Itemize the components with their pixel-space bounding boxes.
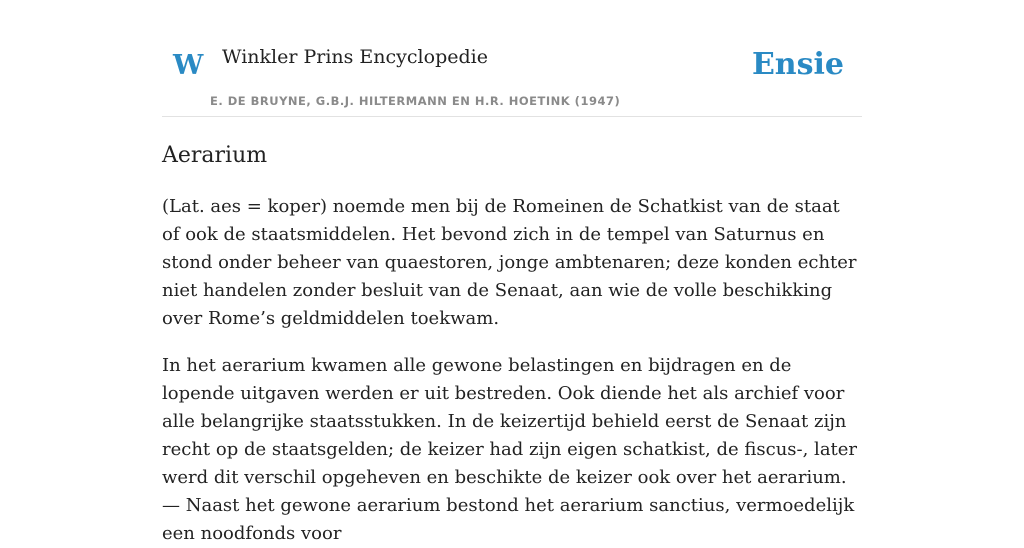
content-column bbox=[162, 0, 862, 548]
article-paragraph: In het aerarium kwamen alle gewone belastingen en bijdragen en de lopende uitgaven werden er uit bestreden. Ook diende het als archief voor alle belangrijke staatsstukken. In de keizertijd behield eerst de Senaat zijn recht op de staatsgelden; de keizer had zijn eigen schatkist, de fiscus-, later werd dit verschil opgeheven en beschikte de keizer ook over het aerarium. — Naast het gewone aerarium bestond het aerarium sanctius, vermoedelijk een noodfonds voor bbox=[162, 355, 858, 545]
source-title[interactable]: Winkler Prins Encyclopedie bbox=[222, 46, 488, 68]
article-title: Aerarium bbox=[162, 143, 268, 168]
source-authors: E. DE BRUYNE, G.B.J. HILTERMANN EN H.R. HOETINK (1947) bbox=[210, 94, 621, 108]
encyclopedia-logo-icon[interactable]: W bbox=[173, 50, 204, 81]
article-paragraph: (Lat. aes = koper) noemde men bij de Romeinen de Schatkist van de staat of ook de staatsmiddelen. Het bevond zich in de tempel van Saturnus en stond onder beheer van quaestoren, jonge ambtenaren; deze konden echter niet handelen zonder besluit van de Senaat, aan wie de volle beschikking over Rome’s geldmiddelen toekwam. bbox=[162, 196, 857, 330]
source-header bbox=[162, 0, 862, 117]
ensie-logo[interactable]: Ensie bbox=[751, 47, 844, 82]
